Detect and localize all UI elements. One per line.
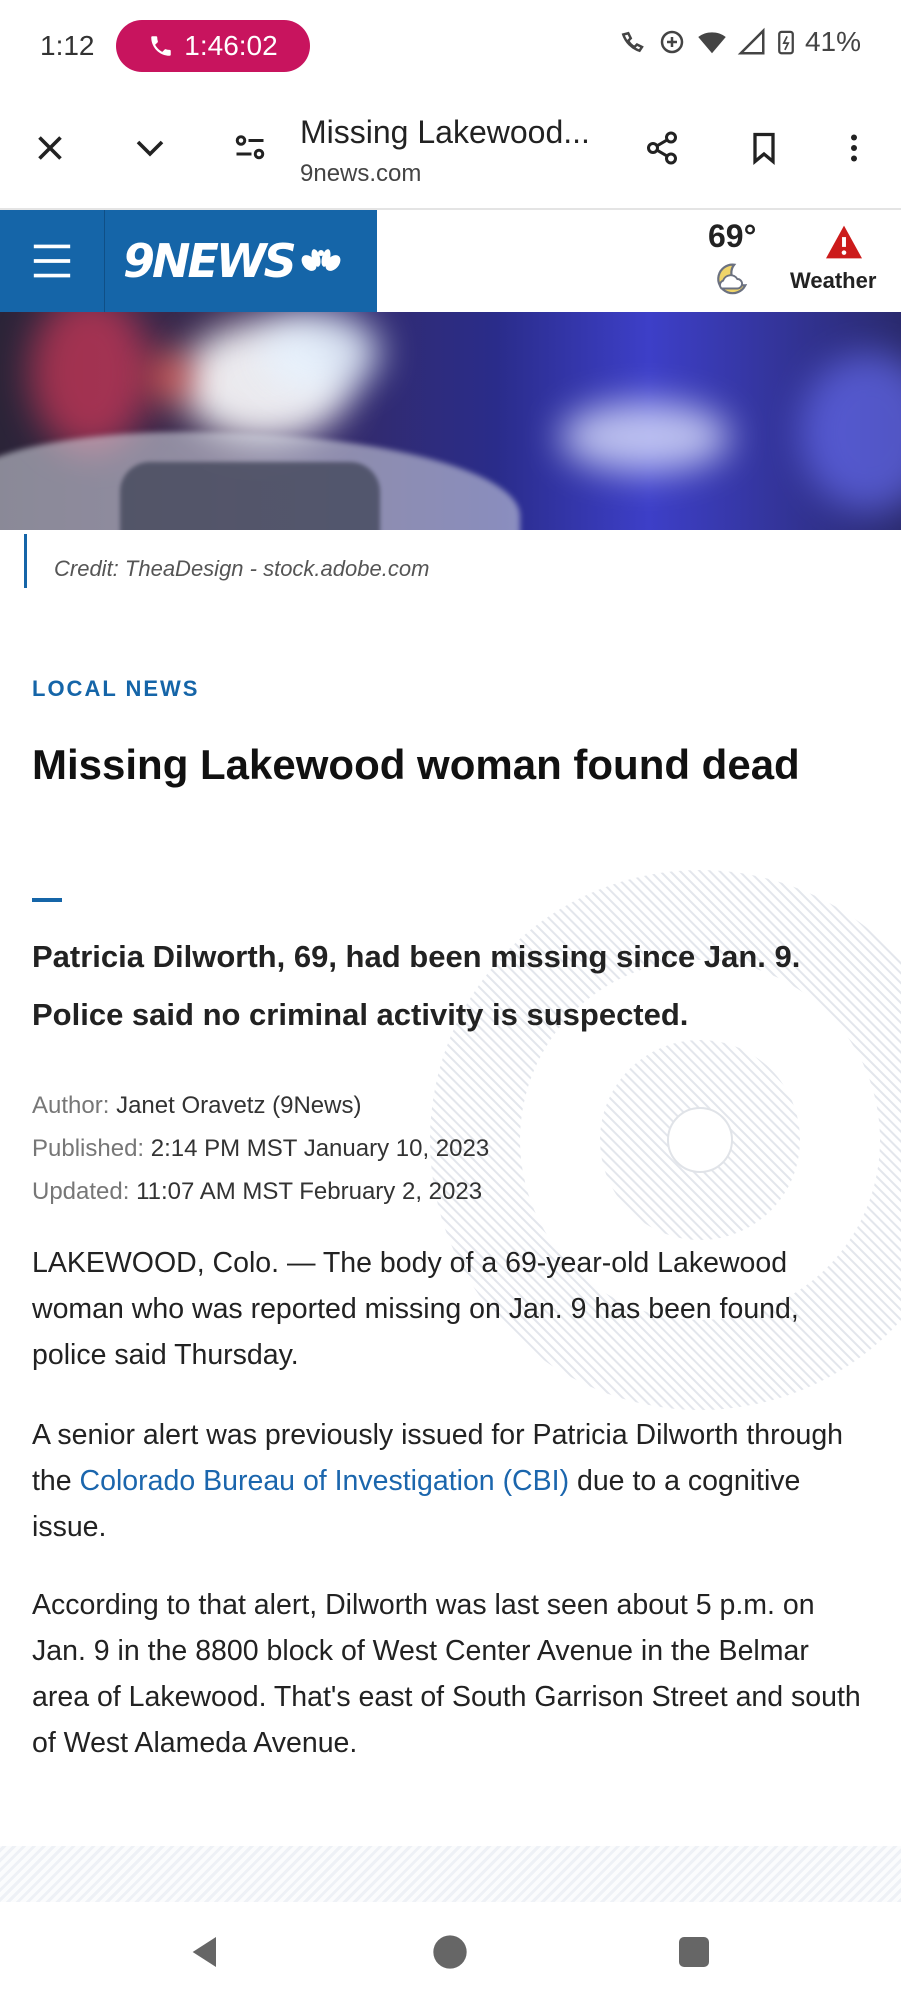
recents-icon[interactable] [674, 1932, 714, 1972]
published-date: 2:14 PM MST January 10, 2023 [150, 1135, 490, 1162]
article-summary: Patricia Dilworth, 69, had been missing since Jan. 9. Police said no criminal activity is suspected. [32, 939, 801, 1032]
image-credit: Credit: TheaDesign - stock.adobe.com [54, 556, 430, 581]
published-label: Published: [32, 1135, 145, 1162]
ongoing-call-chip[interactable] [116, 20, 310, 72]
credit-accent [24, 534, 27, 588]
ad-placeholder-stripe [0, 1846, 901, 1902]
home-icon[interactable] [430, 1932, 470, 1972]
wifi-calling-icon [617, 27, 647, 57]
page-domain: 9news.com [300, 160, 422, 187]
close-icon[interactable] [28, 126, 72, 170]
article-paragraph: According to that alert, Dilworth was last seen about 5 p.m. on Jan. 9 in the 8800 block of West Center Avenue in the Belmar area of Lakewood. That's east of South Garrison Street and south of West Alameda Avenue. [32, 1589, 861, 1759]
hero-image [0, 312, 901, 530]
article-paragraph [32, 1412, 872, 1550]
menu-icon[interactable] [0, 210, 105, 312]
headline-divider [32, 898, 62, 902]
phone-icon [148, 33, 174, 59]
peacock-icon [300, 247, 342, 275]
site-header [0, 210, 901, 312]
updated-line [32, 1170, 489, 1213]
battery-percent: 41% [804, 26, 861, 57]
back-icon[interactable] [186, 1932, 226, 1972]
article-paragraph: LAKEWOOD, Colo. — The body of a 69-year-old Lakewood woman who was reported missing on Jan. 9 has been found, police said Thursday. [32, 1247, 799, 1371]
author-line [32, 1084, 489, 1127]
wifi-icon [697, 27, 727, 57]
status-time: 1:12 [40, 30, 95, 61]
page-title: Missing Lakewood... [300, 114, 590, 150]
article-category[interactable]: LOCAL NEWS [32, 676, 200, 701]
more-icon[interactable] [832, 126, 876, 170]
share-icon[interactable] [640, 126, 684, 170]
moon-icon [712, 260, 750, 298]
weather-link[interactable]: Weather [790, 268, 877, 293]
logo-text: 9NEWS [123, 234, 294, 288]
bookmark-icon[interactable] [742, 126, 786, 170]
status-icons [617, 26, 861, 58]
system-nav-bar [0, 1902, 901, 2000]
signal-icon [737, 27, 767, 57]
site-logo[interactable] [105, 210, 377, 312]
cbi-link[interactable]: Colorado Bureau of Investigation (CBI) [79, 1465, 570, 1497]
call-timer: 1:46:02 [184, 30, 278, 61]
site-settings-icon[interactable] [228, 126, 272, 170]
chevron-down-icon[interactable] [128, 126, 172, 170]
battery-icon [777, 27, 795, 57]
paragraph-text: A senior alert was previously issued for Patricia Dilworth through the [32, 1419, 844, 1497]
article-headline: Missing Lakewood woman found dead [32, 741, 800, 788]
updated-date: 11:07 AM MST February 2, 2023 [136, 1178, 483, 1205]
author-name: Janet Oravetz (9News) [116, 1092, 362, 1119]
paragraph-text: due to a cognitive issue. [32, 1465, 801, 1543]
data-saver-icon [657, 27, 687, 57]
published-line [32, 1127, 489, 1170]
browser-toolbar [0, 92, 901, 210]
article-meta [32, 1084, 489, 1213]
updated-label: Updated: [32, 1178, 130, 1205]
temperature[interactable]: 69° [708, 218, 757, 254]
alert-icon[interactable] [824, 224, 864, 260]
status-bar [0, 0, 901, 92]
author-label: Author: [32, 1092, 110, 1119]
